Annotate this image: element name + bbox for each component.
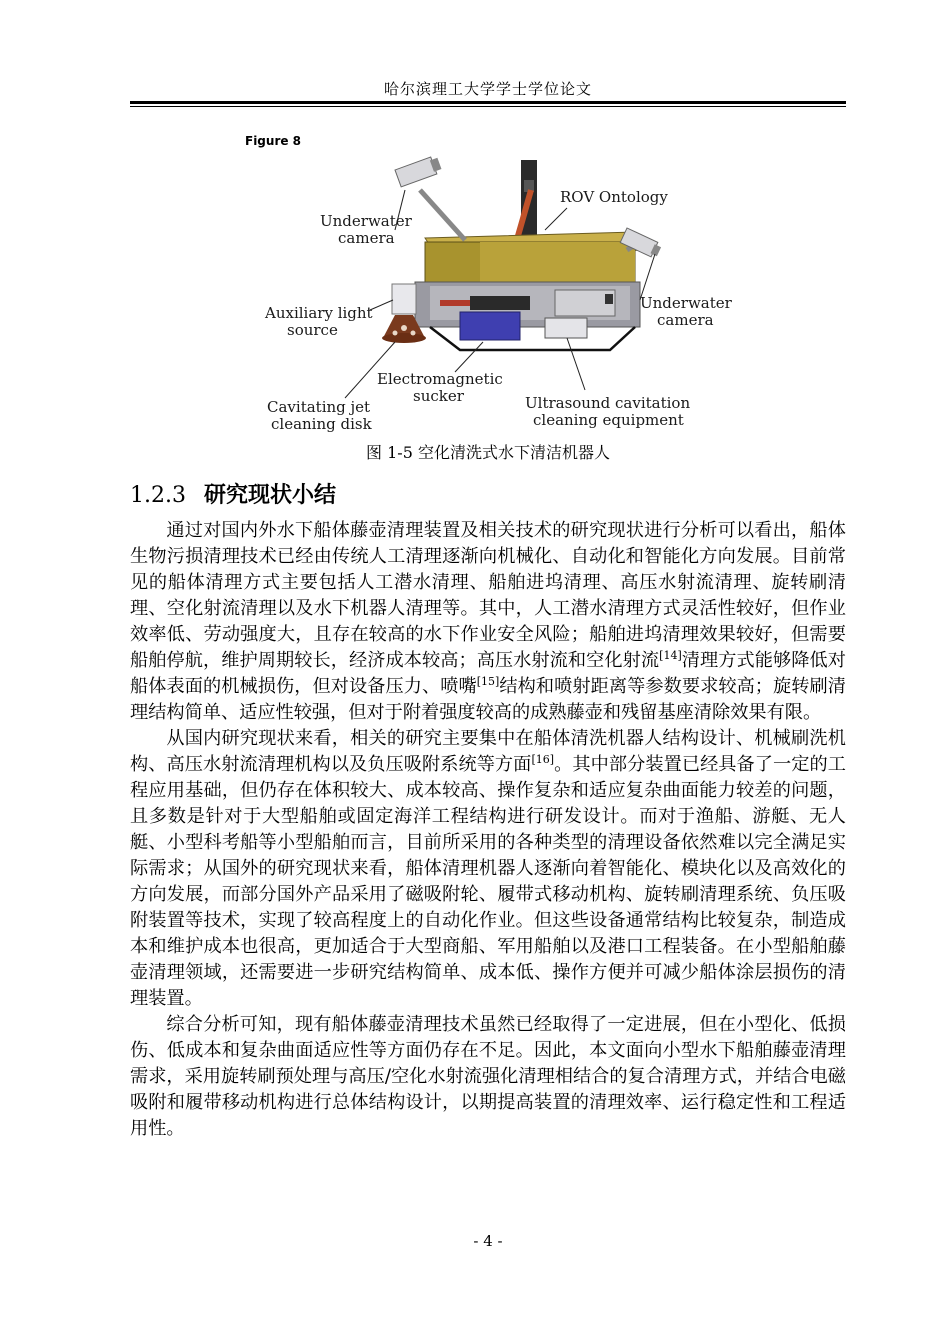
label-aux-light-2: source	[287, 321, 338, 339]
aux-light	[392, 284, 416, 314]
figure-caption: 图 1-5 空化清洗式水下清洁机器人	[366, 443, 610, 462]
label-ultrasound-2: cleaning equipment	[533, 411, 684, 429]
figure-label: Figure 8	[245, 134, 302, 148]
paragraph-2: 从国内研究现状来看，相关的研究主要集中在船体清洗机器人结构设计、机械刷洗机构、高压水射流清理机构以及负压吸附系统等方面[16]。其中部分装置已经具备了一定的工程应用基础，但仍存在体积较大、成本较高、操作复杂和适应复杂曲面能力较差的问题，且多数是针对于大型船舶或固定海洋工程结构进行研发设计。而对于渔船、游艇、无人艇、小型科考船等小型船舶而言，目前所采用的各种类型的清理设备依然难以完全满足实际需求；从国外的研究现状来看，船体清理机器人逐渐向着智能化、模块化以及高效化的方向发展，而部分国外产品采用了磁吸附轮、履带式移动机构、旋转刷清理系统、负压吸附装置等技术，实现了较高程度上的自动化作业。但这些设备通常结构比较复杂，制造成本和维护成本也很高，更加适合于大型商船、军用船舶以及港口工程装备。在小型船舶藤壶清理领域，还需要进一步研究结构简单、成本低、操作方便并可减少船体涂层损伤的清理装置。	[130, 728, 846, 1009]
label-ultrasound-1: Ultrasound cavitation	[525, 394, 691, 412]
label-uw-camera-right-2: camera	[657, 311, 714, 329]
section-number: 1.2.3	[130, 483, 186, 508]
rov-body-side	[480, 242, 635, 282]
body-text	[130, 518, 846, 1142]
label-uw-camera-left-2: camera	[338, 229, 395, 247]
left-camera	[395, 155, 443, 187]
label-em-sucker-2: sucker	[413, 387, 464, 405]
label-uw-camera-right-1: Underwater	[640, 294, 732, 312]
citation: [15]	[476, 675, 500, 688]
label-cav-jet-2: cleaning disk	[271, 415, 372, 433]
left-camera-arm	[420, 190, 465, 240]
paragraph-3: 综合分析可知，现有船体藤壶清理技术虽然已经取得了一定进展，但在小型化、低损伤、低成本和复杂曲面适应性等方面仍存在不足。因此，本文面向小型水下船舶藤壶清理需求，采用旋转刷预处理与高压/空化水射流强化清理相结合的复合清理方式，并结合电磁吸附和履带移动机构进行总体结构设计，以期提高装置的清理效率、运行稳定性和工程适用性。	[130, 1014, 846, 1139]
ultrasound-block	[545, 318, 587, 338]
label-rov: ROV Ontology	[560, 188, 668, 206]
running-header: 哈尔滨理工大学学士学位论文	[383, 80, 592, 98]
robot-figure	[255, 150, 732, 440]
label-em-sucker-1: Electromagnetic	[377, 370, 503, 388]
red-tube	[440, 300, 470, 306]
section-heading	[130, 478, 336, 509]
section-title: 研究现状小结	[203, 483, 336, 508]
paragraph-1: 通过对国内外水下船体藤壶清理装置及相关技术的研究现状进行分析可以看出，船体生物污损清理技术已经由传统人工清理逐渐向机械化、自动化和智能化方向发展。目前常见的船体清理方式主要包括人工潜水清理、船舶进坞清理、高压水射流清理、旋转刷清理、空化射流清理以及水下机器人清理等。其中，人工潜水清理方式灵活性较好，但作业效率低、劳动强度大，且存在较高的水下作业安全风险；船舶进坞清理效果较好，但需要船舶停航，维护周期较长，经济成本较高；高压水射流和空化射流[14]清理方式能够降低对船体表面的机械损伤，但对设备压力、喷嘴[15]结构和喷射距离等参数要求较高；旋转刷清理结构简单、适应性较强，但对于附着强度较高的成熟藤壶和残留基座清除效果有限。	[130, 520, 846, 723]
em-sucker-block	[460, 312, 520, 340]
connector	[605, 294, 613, 304]
citation: [16]	[531, 753, 555, 766]
header-rule-thin	[130, 106, 846, 107]
header-rule-thick	[130, 101, 846, 104]
label-cav-jet-1: Cavitating jet	[267, 398, 371, 416]
battery	[470, 296, 530, 310]
label-aux-light-1: Auxiliary light	[265, 304, 373, 322]
citation: [14]	[659, 649, 682, 662]
label-uw-camera-left-1: Underwater	[320, 212, 412, 230]
page-number: - 4 -	[473, 1232, 503, 1250]
